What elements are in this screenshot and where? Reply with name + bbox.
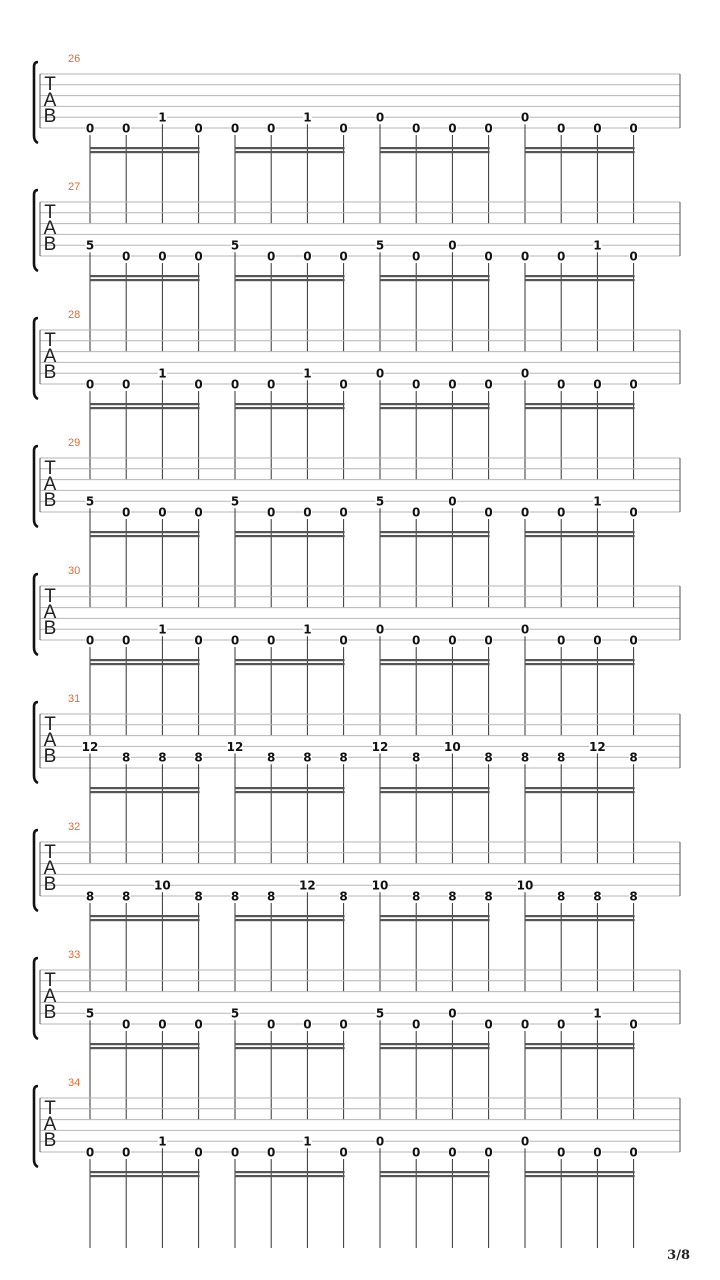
fret-number: 8 [629,889,638,904]
fret-number: 8 [484,889,493,904]
fret-number: 8 [557,889,566,904]
beam [380,915,490,917]
beam [90,663,200,665]
tab-clef-letter: B [43,490,57,511]
fret-number: 0 [484,249,493,264]
fret-number: 0 [593,121,602,136]
fret-number: 0 [267,1145,276,1160]
fret-number: 0 [448,1006,457,1021]
fret-number: 0 [303,249,312,264]
fret-number: 0 [339,1017,348,1032]
fret-number: 5 [230,494,240,509]
beam [380,279,490,281]
system-bracket [34,1086,38,1167]
tab-clef-letter: A [43,90,57,111]
fret-number: 0 [557,121,566,136]
fret-number: 8 [267,889,276,904]
tab-clef-letter: B [43,874,57,895]
fret-number: 0 [267,633,276,648]
fret-number: 0 [230,377,240,392]
fret-number: 0 [194,633,203,648]
fret-number: 0 [557,505,566,520]
fret-number: 0 [303,505,312,520]
fret-number: 8 [448,889,457,904]
fret-number: 0 [557,377,566,392]
fret-number: 0 [557,249,566,264]
fret-number: 0 [484,377,493,392]
fret-number: 10 [371,878,389,893]
fret-number: 0 [158,505,167,520]
fret-number: 0 [557,633,566,648]
fret-number: 0 [267,1017,276,1032]
tab-clef-letter: A [43,346,57,367]
fret-number: 0 [122,633,131,648]
beam [380,659,490,661]
beam [525,791,635,793]
fret-number: 0 [557,1017,566,1032]
measure-number: 34 [68,1077,81,1089]
fret-number: 0 [412,633,421,648]
fret-number: 0 [593,1145,602,1160]
fret-number: 8 [412,750,421,765]
beam [380,275,490,277]
tab-system [34,1077,680,1248]
fret-number: 0 [629,633,638,648]
tab-clef-letter: A [43,1114,57,1135]
fret-number: 0 [484,505,493,520]
fret-number: 8 [412,889,421,904]
beam [235,151,345,153]
beam [235,407,345,409]
fret-number: 8 [267,750,276,765]
fret-number: 0 [412,249,421,264]
fret-number: 0 [194,1017,203,1032]
beam [235,1171,345,1173]
beam [235,403,345,405]
fret-number: 0 [230,121,240,136]
beam [90,279,200,281]
fret-number: 0 [412,1145,421,1160]
beam [235,659,345,661]
fret-number: 8 [339,889,348,904]
beam [235,535,345,537]
system-bracket [34,446,38,527]
fret-number: 0 [520,505,530,520]
fret-number: 0 [122,1017,131,1032]
beam [90,919,200,921]
fret-number: 1 [158,110,167,125]
tab-clef-letter: A [43,218,57,239]
beam [525,919,635,921]
fret-number: 0 [267,377,276,392]
tab-clef-letter: A [43,602,57,623]
beam [525,663,635,665]
measure-number: 27 [68,181,81,193]
tab-clef-letter: B [43,1130,57,1151]
tab-clef-letter: T [44,714,56,735]
beam [235,791,345,793]
beam [380,1175,490,1177]
fret-number: 0 [194,1145,203,1160]
fret-number: 0 [593,377,602,392]
fret-number: 0 [267,249,276,264]
fret-number: 1 [593,238,602,253]
beam [525,535,635,537]
tab-clef-letter: B [43,618,57,639]
fret-number: 8 [339,750,348,765]
beam [90,915,200,917]
fret-number: 1 [158,1134,167,1149]
beam [525,787,635,789]
fret-number: 12 [226,739,244,754]
fret-number: 5 [230,1006,240,1021]
fret-number: 0 [448,1145,457,1160]
beam [90,535,200,537]
fret-number: 0 [520,1134,530,1149]
tab-system [34,181,680,352]
fret-number: 0 [339,249,348,264]
fret-number: 0 [629,121,638,136]
beam [235,663,345,665]
beam [235,1175,345,1177]
fret-number: 0 [375,1134,385,1149]
fret-number: 0 [412,377,421,392]
beam [235,147,345,149]
beam [380,1171,490,1173]
beam [380,791,490,793]
fret-number: 0 [484,1017,493,1032]
fret-number: 0 [375,110,385,125]
measure-number: 30 [68,565,81,577]
fret-number: 0 [448,494,457,509]
beam [525,1043,635,1045]
fret-number: 0 [122,249,131,264]
fret-number: 8 [629,750,638,765]
fret-number: 8 [122,889,131,904]
fret-number: 0 [484,1145,493,1160]
fret-number: 0 [158,1017,167,1032]
beam [90,407,200,409]
tab-clef-letter: B [43,106,57,127]
beam [90,1175,200,1177]
beam [525,147,635,149]
fret-number: 0 [194,249,203,264]
beam [90,791,200,793]
beam [235,915,345,917]
beam [235,531,345,533]
beam [380,919,490,921]
fret-number: 0 [339,377,348,392]
tab-system [34,309,680,480]
beam [525,531,635,533]
fret-number: 0 [520,249,530,264]
tab-clef-letter: A [43,986,57,1007]
beam [235,275,345,277]
beam [90,1043,200,1045]
fret-number: 0 [85,377,95,392]
fret-number: 8 [194,889,203,904]
fret-number: 5 [230,238,240,253]
system-bracket [34,830,38,911]
tab-clef-letter: B [43,362,57,383]
fret-number: 0 [520,110,530,125]
fret-number: 0 [85,121,95,136]
fret-number: 12 [299,878,316,893]
tab-system [34,53,680,224]
beam [380,535,490,537]
fret-number: 0 [629,1017,638,1032]
beam [525,403,635,405]
system-bracket [34,702,38,783]
fret-number: 8 [122,750,131,765]
system-bracket [34,958,38,1039]
tab-clef-letter: T [44,970,56,991]
fret-number: 8 [158,750,167,765]
fret-number: 0 [303,1017,312,1032]
fret-number: 0 [122,505,131,520]
fret-number: 0 [158,249,167,264]
fret-number: 5 [375,1006,385,1021]
fret-number: 0 [412,505,421,520]
beam [525,407,635,409]
beam [525,915,635,917]
fret-number: 0 [520,1017,530,1032]
fret-number: 5 [85,494,95,509]
tab-clef-letter: T [44,586,56,607]
system-bracket [34,190,38,271]
fret-number: 0 [339,505,348,520]
beam [90,275,200,277]
fret-number: 1 [158,366,167,381]
beam [235,787,345,789]
fret-number: 0 [339,121,348,136]
beam [380,1047,490,1049]
fret-number: 0 [448,238,457,253]
beam [525,151,635,153]
fret-number: 0 [520,366,530,381]
measure-number: 33 [68,949,81,961]
tab-clef-letter: B [43,746,57,767]
fret-number: 10 [516,878,534,893]
fret-number: 0 [267,121,276,136]
fret-number: 0 [122,121,131,136]
fret-number: 1 [593,494,602,509]
fret-number: 0 [339,633,348,648]
beam [525,1171,635,1173]
measure-number: 32 [68,821,81,833]
fret-number: 1 [303,366,312,381]
tab-clef-letter: T [44,330,56,351]
tab-clef-letter: T [44,74,56,95]
page-number: 3/8 [667,1248,690,1263]
beam [525,279,635,281]
fret-number: 0 [557,1145,566,1160]
tab-clef-letter: T [44,842,56,863]
fret-number: 0 [85,633,95,648]
system-bracket [34,318,38,399]
fret-number: 1 [158,622,167,637]
tab-system [34,693,680,864]
fret-number: 12 [81,739,99,754]
beam [90,1171,200,1173]
fret-number: 0 [194,121,203,136]
fret-number: 0 [448,377,457,392]
system-bracket [34,62,38,143]
fret-number: 10 [444,739,461,754]
fret-number: 0 [448,633,457,648]
fret-number: 0 [484,633,493,648]
fret-number: 0 [122,1145,131,1160]
fret-number: 0 [230,1145,240,1160]
fret-number: 0 [85,1145,95,1160]
fret-number: 0 [629,505,638,520]
fret-number: 0 [629,377,638,392]
fret-number: 12 [371,739,389,754]
fret-number: 8 [557,750,566,765]
fret-number: 5 [85,238,95,253]
beam [235,1047,345,1049]
beam [90,151,200,153]
fret-number: 0 [194,377,203,392]
tab-clef-letter: B [43,1002,57,1023]
beam [380,407,490,409]
beam [380,403,490,405]
fret-number: 5 [375,238,385,253]
fret-number: 0 [520,622,530,637]
beam [380,151,490,153]
fret-number: 1 [303,110,312,125]
beam [235,279,345,281]
fret-number: 0 [484,121,493,136]
fret-number: 8 [194,750,203,765]
fret-number: 8 [484,750,493,765]
fret-number: 0 [267,505,276,520]
beam [525,1047,635,1049]
beam [90,147,200,149]
fret-number: 1 [303,1134,312,1149]
fret-number: 0 [412,1017,421,1032]
beam [525,1175,635,1177]
fret-number: 1 [303,622,312,637]
beam [380,531,490,533]
fret-number: 10 [154,878,171,893]
system-bracket [34,574,38,655]
fret-number: 8 [520,750,530,765]
beam [380,147,490,149]
tab-system [34,949,680,1120]
tab-system [34,565,680,736]
fret-number: 0 [230,633,240,648]
beam [380,663,490,665]
beam [525,275,635,277]
fret-number: 0 [194,505,203,520]
tab-clef-letter: T [44,458,56,479]
measure-number: 29 [68,437,81,449]
fret-number: 0 [448,121,457,136]
fret-number: 8 [230,889,240,904]
beam [235,1043,345,1045]
fret-number: 1 [593,1006,602,1021]
beam [380,787,490,789]
tab-clef-letter: A [43,474,57,495]
fret-number: 5 [375,494,385,509]
fret-number: 0 [375,366,385,381]
beam [90,403,200,405]
beam [90,787,200,789]
tab-system [34,821,680,992]
fret-number: 0 [375,622,385,637]
tab-clef-letter: T [44,202,56,223]
fret-number: 8 [593,889,602,904]
tab-clef-letter: A [43,730,57,751]
fret-number: 5 [85,1006,95,1021]
beam [90,1047,200,1049]
fret-number: 0 [629,249,638,264]
fret-number: 0 [593,633,602,648]
measure-number: 28 [68,309,81,321]
tab-clef-letter: T [44,1098,56,1119]
fret-number: 0 [339,1145,348,1160]
fret-number: 8 [303,750,312,765]
tab-clef-letter: B [43,234,57,255]
beam [380,1043,490,1045]
measure-number: 31 [68,693,81,705]
beam [235,919,345,921]
fret-number: 0 [412,121,421,136]
beam [90,659,200,661]
fret-number: 8 [85,889,95,904]
fret-number: 0 [629,1145,638,1160]
fret-number: 12 [589,739,606,754]
beam [525,659,635,661]
tab-clef-letter: A [43,858,57,879]
measure-number: 26 [68,53,81,65]
tab-system [34,437,680,608]
fret-number: 0 [122,377,131,392]
beam [90,531,200,533]
